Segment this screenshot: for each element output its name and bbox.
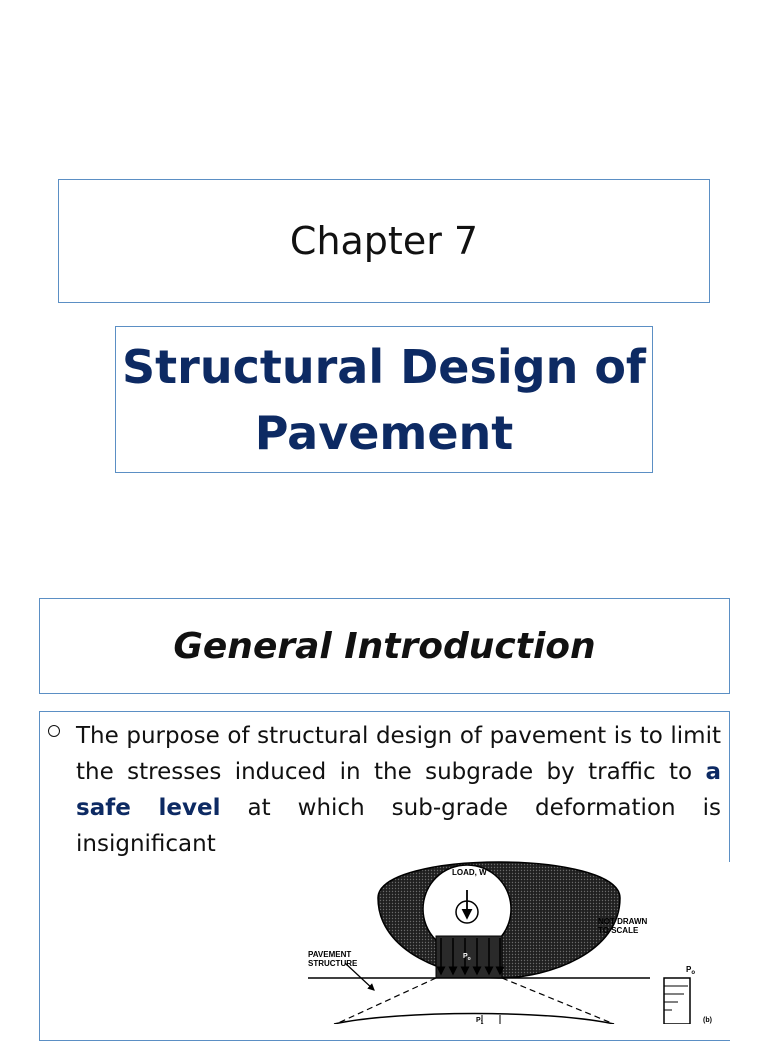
bullet-paragraph <box>76 718 721 862</box>
pressure-diagram <box>664 978 690 1024</box>
title-box <box>115 326 653 473</box>
main-title-line-2: Pavement <box>254 405 514 460</box>
pressure-curve <box>334 1014 614 1025</box>
not-drawn-label-1: NOT DRAWN <box>598 917 648 926</box>
circle-bullet-icon <box>48 725 60 737</box>
main-title <box>122 334 646 466</box>
stress-distribution-figure <box>250 860 750 1024</box>
load-label: LOAD, W <box>452 868 487 877</box>
paragraph-text-start: The purpose of structural design of pavement is to limit the stresses induced in the subgrade by traffic to <box>76 723 721 785</box>
chapter-title: Chapter 7 <box>289 219 479 263</box>
paragraph-text-end: at which sub-grade deformation is insignificant <box>76 795 721 857</box>
b-label: (b) <box>703 1017 712 1024</box>
main-title-line-1: Structural Design of <box>122 339 646 394</box>
section-heading: General Introduction <box>173 625 596 667</box>
section-heading-box <box>39 598 730 694</box>
pavement-label-2: STRUCTURE <box>308 959 358 968</box>
paragraph-highlight: a safe level <box>76 759 721 821</box>
p0-right-label: $P_o$ <box>686 965 696 976</box>
pavement-label-1: PAVEMENT <box>308 950 352 959</box>
not-drawn-label-2: TO SCALE <box>598 926 639 935</box>
chapter-box <box>58 179 710 303</box>
p1-label: $P_1$ <box>476 1017 484 1024</box>
p0-inner-label: $P_o$ <box>463 953 471 962</box>
